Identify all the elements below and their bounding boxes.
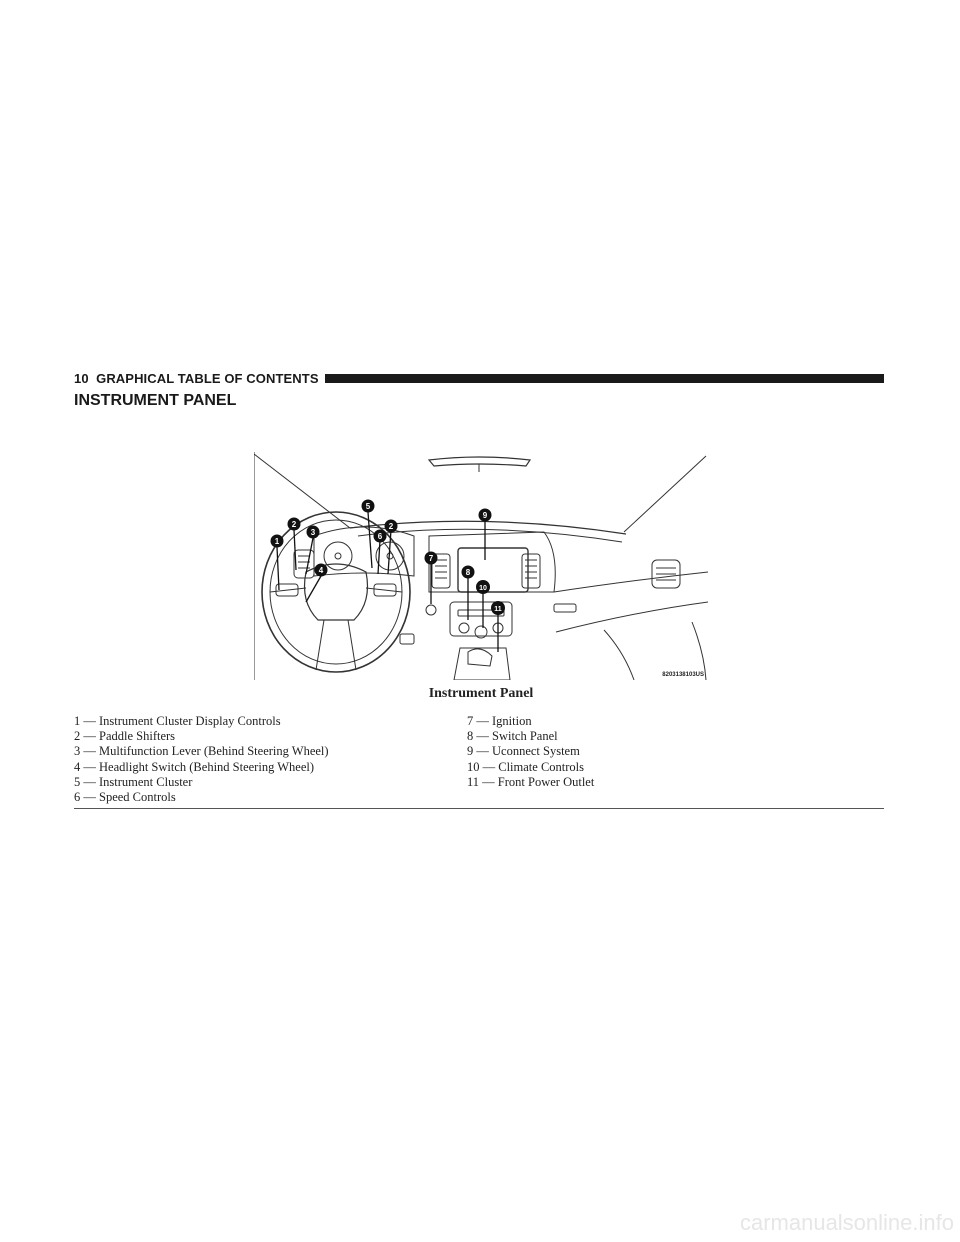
callout-3: 3 — [310, 528, 316, 537]
figure-code: 8203138103US — [662, 672, 704, 678]
legend-item: 3 — Multifunction Lever (Behind Steering Wheel) — [74, 744, 329, 759]
header-rule — [325, 374, 884, 383]
header-spacer — [89, 371, 96, 386]
header-section: GRAPHICAL TABLE OF CONTENTS — [96, 370, 319, 386]
callout-2-left: 2 — [291, 520, 297, 529]
callout-11: 11 — [494, 606, 502, 613]
legend-item: 7 — Ignition — [467, 714, 532, 728]
callout-1: 1 — [274, 537, 280, 546]
callout-2-right: 2 — [388, 522, 394, 531]
legend-item: 6 — Speed Controls — [74, 790, 176, 805]
callout-10: 10 — [479, 585, 487, 592]
legend-item: 4 — Headlight Switch (Behind Steering Wheel) — [74, 759, 314, 774]
callout-8: 8 — [465, 568, 471, 577]
callout-4: 4 — [318, 566, 324, 575]
legend-item: 11 — Front Power Outlet — [467, 774, 595, 789]
legend-item: 8 — Switch Panel — [467, 729, 558, 744]
section-title: INSTRUMENT PANEL — [74, 392, 237, 409]
header-page-number: 10 — [74, 370, 89, 386]
legend-left — [74, 714, 329, 805]
legend-item: 9 — Uconnect System — [467, 744, 580, 759]
instrument-panel-illustration — [254, 452, 708, 680]
legend-item: 10 — Climate Controls — [467, 759, 585, 774]
callout-5: 5 — [365, 502, 371, 511]
legend-right — [467, 714, 594, 790]
callout-9: 9 — [482, 511, 488, 520]
callout-7: 7 — [428, 554, 434, 563]
callout-6: 6 — [377, 532, 383, 541]
legend-item: 5 — Instrument Cluster — [74, 774, 193, 789]
legend-item: 2 — Paddle Shifters — [74, 729, 176, 744]
bottom-rule — [74, 808, 884, 809]
page-header — [74, 371, 884, 385]
figure-caption: Instrument Panel — [428, 686, 534, 701]
legend-item: 1 — Instrument Cluster Display Controls — [74, 714, 281, 728]
watermark: carmanualsonline.info — [739, 1210, 954, 1235]
